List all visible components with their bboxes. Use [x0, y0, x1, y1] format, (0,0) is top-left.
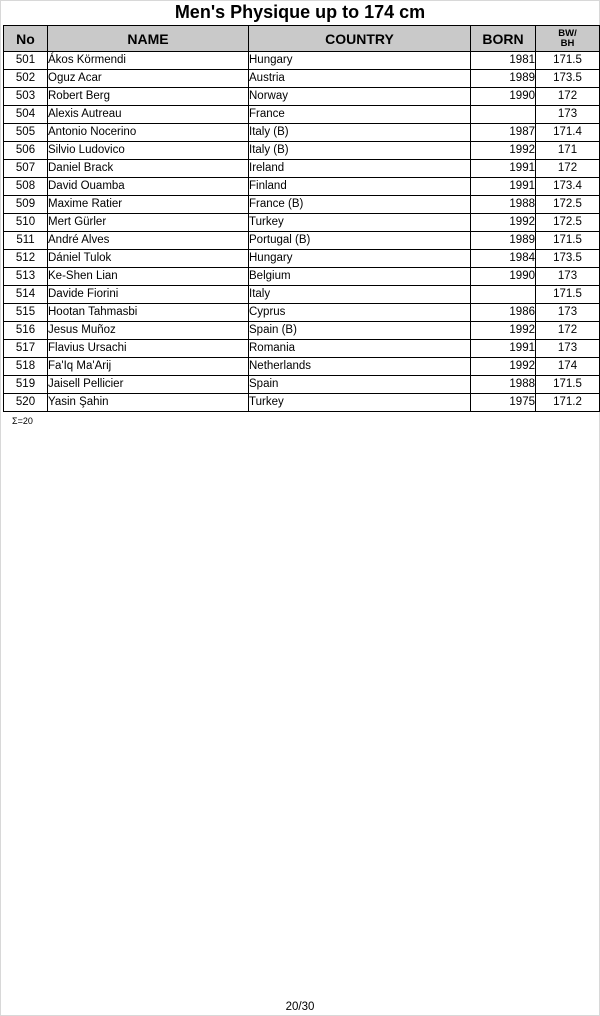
cell-country: Belgium: [249, 268, 471, 286]
cell-country: Ireland: [249, 160, 471, 178]
cell-no: 503: [4, 88, 48, 106]
table-row: [4, 394, 600, 412]
cell-country: Romania: [249, 340, 471, 358]
cell-no: 511: [4, 232, 48, 250]
cell-name: Maxime Ratier: [48, 196, 249, 214]
cell-bw-bh: 171.4: [536, 124, 600, 142]
cell-bw-bh: 173.4: [536, 178, 600, 196]
cell-country: Italy (B): [249, 142, 471, 160]
cell-born: 1992: [471, 214, 536, 232]
cell-born: 1992: [471, 142, 536, 160]
cell-country: Italy (B): [249, 124, 471, 142]
cell-born: 1989: [471, 70, 536, 88]
cell-name: Flavius Ursachi: [48, 340, 249, 358]
cell-no: 510: [4, 214, 48, 232]
cell-no: 501: [4, 52, 48, 70]
cell-name: Silvio Ludovico: [48, 142, 249, 160]
table-row: [4, 70, 600, 88]
cell-bw-bh: 173: [536, 340, 600, 358]
cell-country: Norway: [249, 88, 471, 106]
table-row: [4, 106, 600, 124]
cell-no: 517: [4, 340, 48, 358]
table-header-row: [4, 26, 600, 52]
header-bw-line2: BH: [560, 37, 575, 49]
cell-country: Cyprus: [249, 304, 471, 322]
table-row: [4, 340, 600, 358]
cell-born: 1975: [471, 394, 536, 412]
cell-country: Netherlands: [249, 358, 471, 376]
cell-bw-bh: 171.5: [536, 286, 600, 304]
cell-name: Ke-Shen Lian: [48, 268, 249, 286]
cell-bw-bh: 171.5: [536, 52, 600, 70]
cell-born: 1989: [471, 232, 536, 250]
table-row: [4, 268, 600, 286]
cell-country: Hungary: [249, 52, 471, 70]
cell-no: 515: [4, 304, 48, 322]
table-row: [4, 232, 600, 250]
cell-name: Yasin Şahin: [48, 394, 249, 412]
cell-name: Dániel Tulok: [48, 250, 249, 268]
cell-bw-bh: 172: [536, 88, 600, 106]
header-bw-bh: [536, 26, 600, 52]
cell-name: Davide Fiorini: [48, 286, 249, 304]
cell-born: 1988: [471, 376, 536, 394]
cell-born: 1981: [471, 52, 536, 70]
cell-born: 1988: [471, 196, 536, 214]
cell-country: Spain (B): [249, 322, 471, 340]
cell-bw-bh: 171: [536, 142, 600, 160]
table-row: [4, 160, 600, 178]
cell-country: Turkey: [249, 394, 471, 412]
table-row: [4, 358, 600, 376]
table-row: [4, 142, 600, 160]
cell-born: 1991: [471, 178, 536, 196]
cell-bw-bh: 171.5: [536, 376, 600, 394]
cell-born: 1984: [471, 250, 536, 268]
cell-no: 520: [4, 394, 48, 412]
cell-name: David Ouamba: [48, 178, 249, 196]
cell-name: Alexis Autreau: [48, 106, 249, 124]
table-row: [4, 322, 600, 340]
cell-name: Robert Berg: [48, 88, 249, 106]
cell-name: Jaisell Pellicier: [48, 376, 249, 394]
cell-bw-bh: 171.2: [536, 394, 600, 412]
table-row: [4, 286, 600, 304]
cell-born: 1987: [471, 124, 536, 142]
cell-bw-bh: 173.5: [536, 250, 600, 268]
total-count: Σ=20: [12, 416, 33, 426]
cell-born: 1992: [471, 358, 536, 376]
table-row: [4, 178, 600, 196]
cell-bw-bh: 173.5: [536, 70, 600, 88]
cell-born: [471, 286, 536, 304]
table-row: [4, 304, 600, 322]
page-title: Men's Physique up to 174 cm: [174, 2, 426, 22]
cell-no: 512: [4, 250, 48, 268]
athletes-table: [3, 25, 600, 412]
table-row: [4, 52, 600, 70]
cell-born: 1986: [471, 304, 536, 322]
cell-no: 504: [4, 106, 48, 124]
cell-country: Portugal (B): [249, 232, 471, 250]
cell-bw-bh: 172: [536, 322, 600, 340]
cell-name: André Alves: [48, 232, 249, 250]
table-row: [4, 196, 600, 214]
cell-bw-bh: 171.5: [536, 232, 600, 250]
cell-no: 514: [4, 286, 48, 304]
header-no: No: [4, 26, 48, 52]
cell-country: Spain: [249, 376, 471, 394]
cell-no: 513: [4, 268, 48, 286]
cell-name: Jesus Muñoz: [48, 322, 249, 340]
header-name: NAME: [48, 26, 249, 52]
table-row: [4, 214, 600, 232]
cell-born: [471, 106, 536, 124]
header-country: COUNTRY: [249, 26, 471, 52]
cell-bw-bh: 174: [536, 358, 600, 376]
cell-born: 1990: [471, 88, 536, 106]
page-number: 20/30: [285, 1001, 315, 1013]
cell-bw-bh: 172: [536, 160, 600, 178]
cell-name: Ákos Körmendi: [48, 52, 249, 70]
cell-no: 518: [4, 358, 48, 376]
cell-name: Oguz Acar: [48, 70, 249, 88]
cell-bw-bh: 172.5: [536, 196, 600, 214]
cell-name: Hootan Tahmasbi: [48, 304, 249, 322]
cell-name: Antonio Nocerino: [48, 124, 249, 142]
cell-no: 508: [4, 178, 48, 196]
cell-name: Mert Gürler: [48, 214, 249, 232]
table-row: [4, 250, 600, 268]
cell-name: Daniel Brack: [48, 160, 249, 178]
header-bw-line1: BW/: [558, 27, 577, 39]
cell-name: Fa'Iq Ma'Arij: [48, 358, 249, 376]
cell-country: Hungary: [249, 250, 471, 268]
cell-no: 505: [4, 124, 48, 142]
cell-born: 1991: [471, 340, 536, 358]
cell-no: 502: [4, 70, 48, 88]
cell-country: Finland: [249, 178, 471, 196]
cell-country: Italy: [249, 286, 471, 304]
cell-no: 507: [4, 160, 48, 178]
cell-country: Turkey: [249, 214, 471, 232]
cell-born: 1991: [471, 160, 536, 178]
cell-country: France: [249, 106, 471, 124]
cell-bw-bh: 173: [536, 106, 600, 124]
cell-no: 516: [4, 322, 48, 340]
cell-bw-bh: 172.5: [536, 214, 600, 232]
header-born: BORN: [471, 26, 536, 52]
cell-born: 1992: [471, 322, 536, 340]
cell-bw-bh: 173: [536, 268, 600, 286]
cell-no: 519: [4, 376, 48, 394]
table-row: [4, 124, 600, 142]
cell-born: 1990: [471, 268, 536, 286]
table-row: [4, 88, 600, 106]
cell-bw-bh: 173: [536, 304, 600, 322]
cell-country: France (B): [249, 196, 471, 214]
cell-no: 509: [4, 196, 48, 214]
cell-country: Austria: [249, 70, 471, 88]
cell-no: 506: [4, 142, 48, 160]
table-row: [4, 376, 600, 394]
